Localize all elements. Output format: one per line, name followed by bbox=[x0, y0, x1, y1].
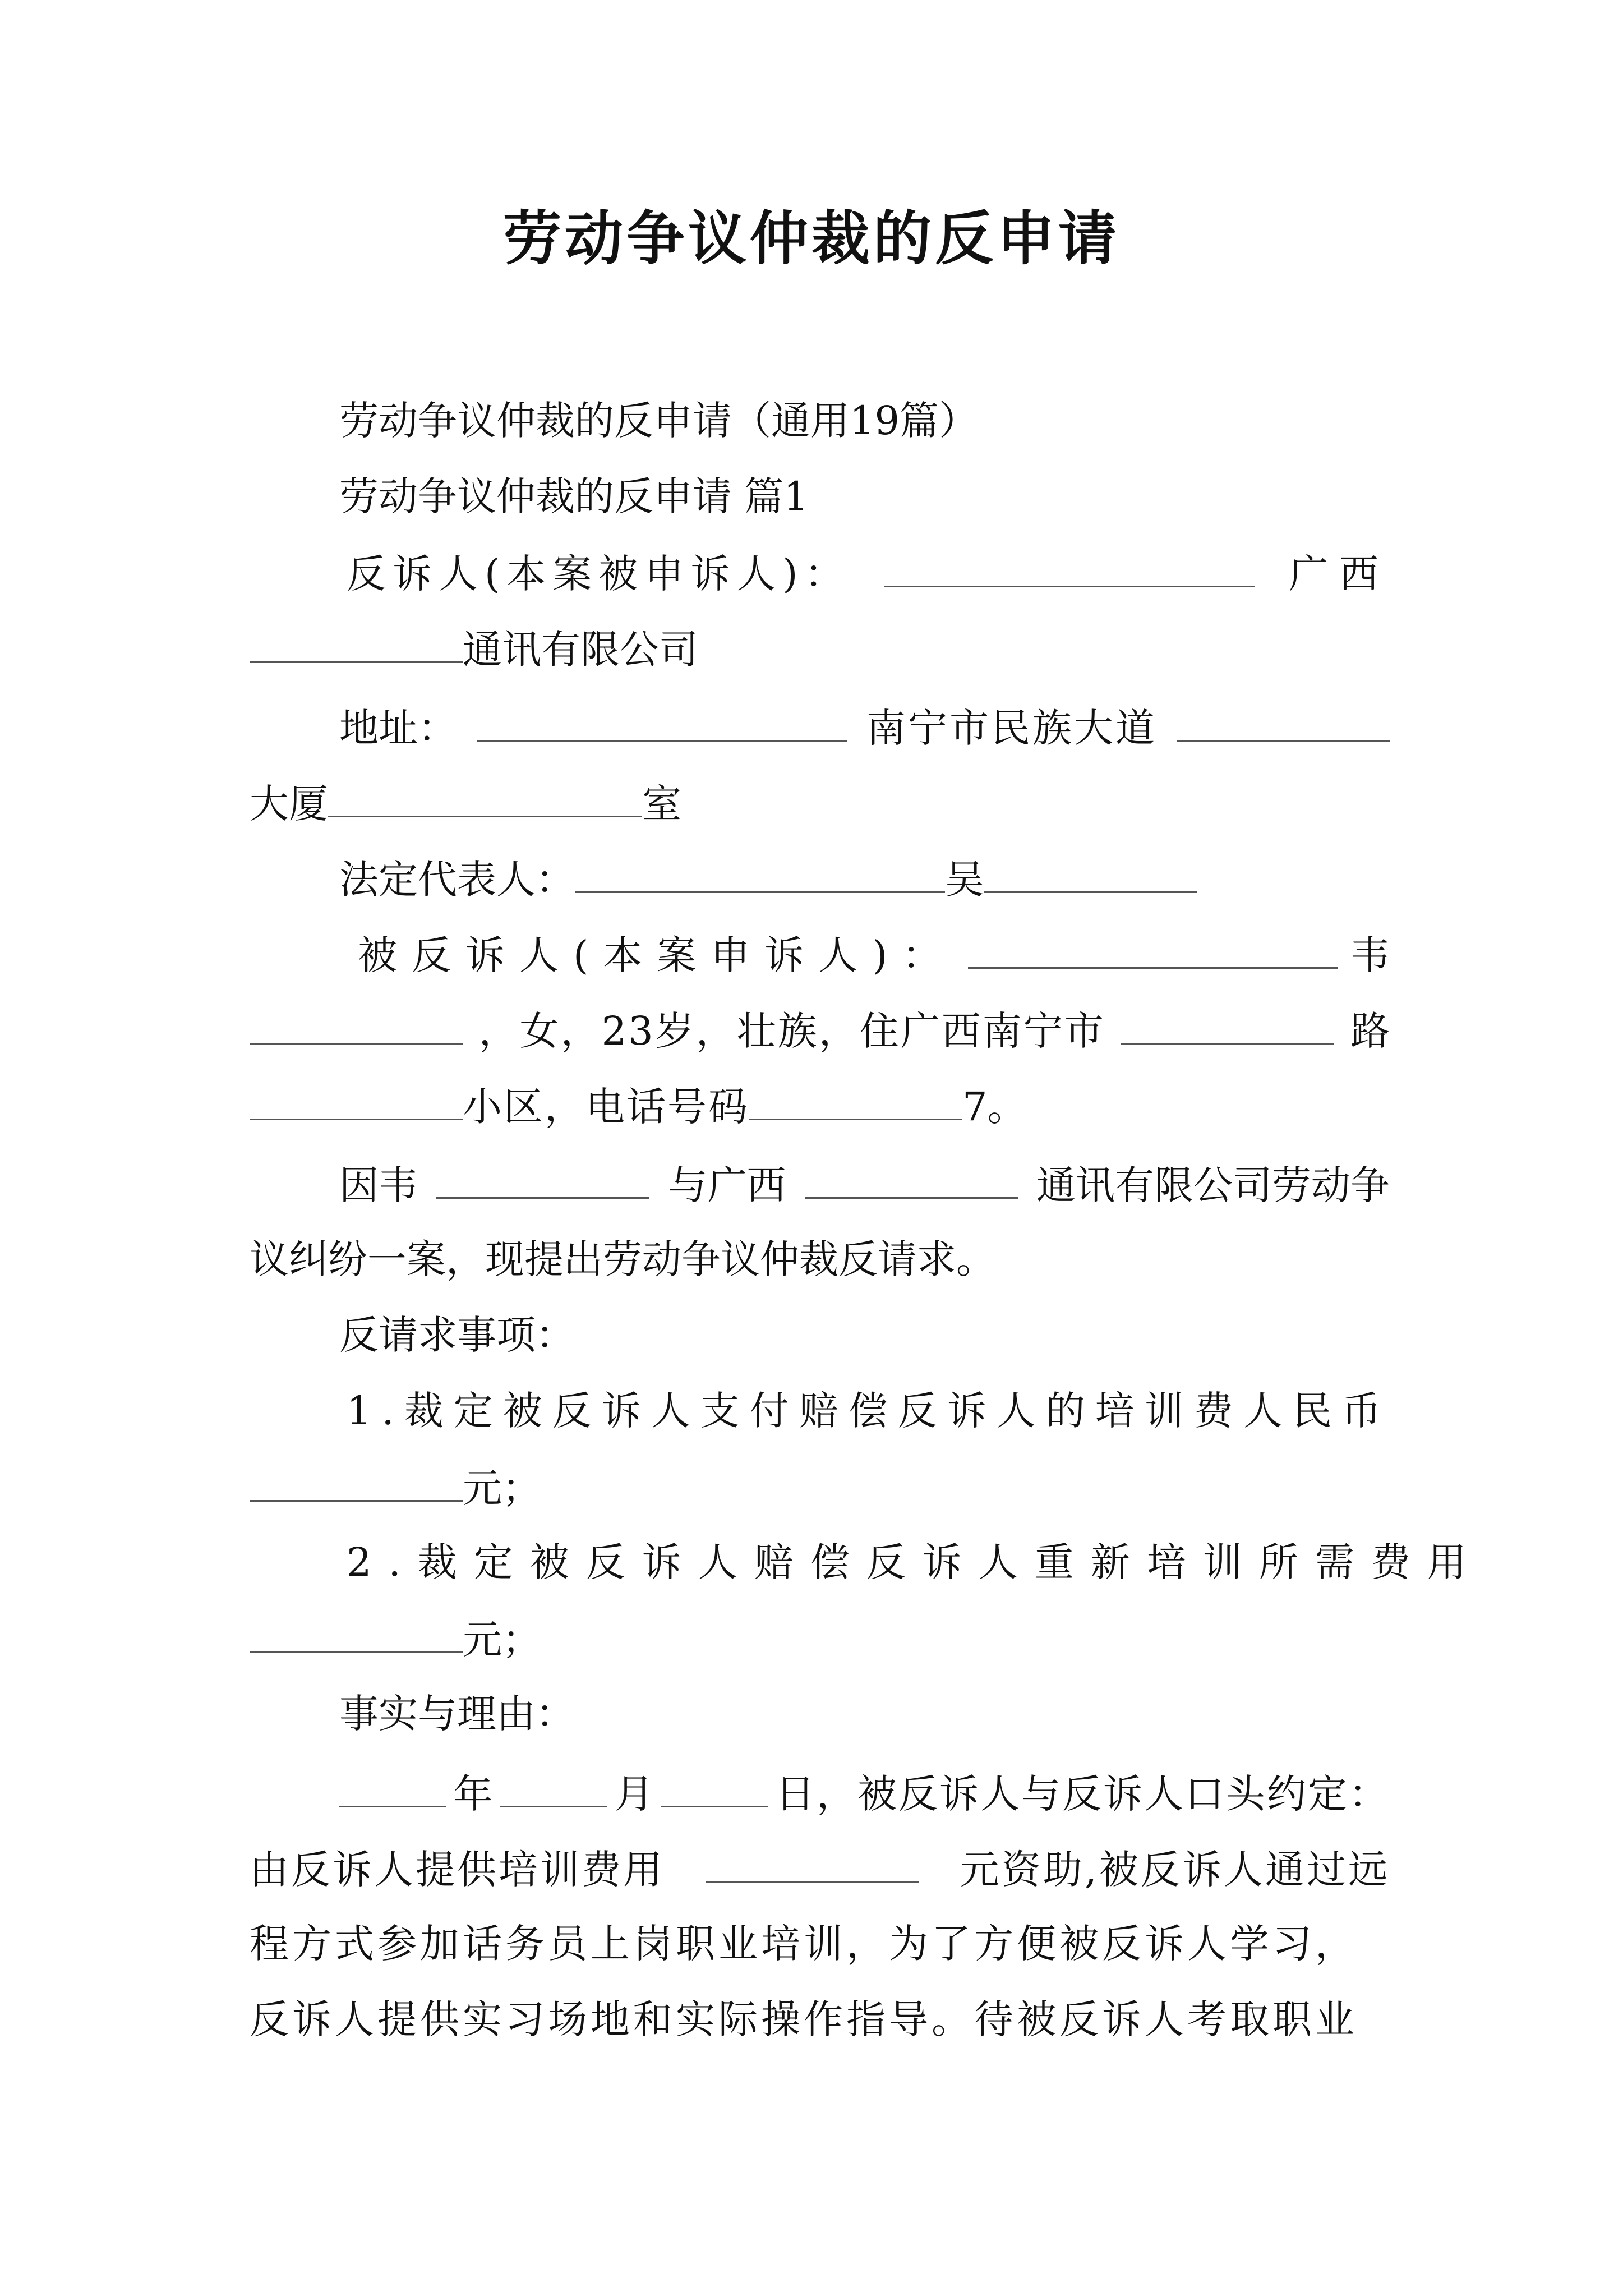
blank-underline bbox=[328, 774, 642, 817]
respondent-name: 韦 bbox=[1350, 932, 1390, 978]
blank-underline bbox=[339, 1764, 446, 1807]
claim-1: 1.裁定被反诉人支付赔偿反诉人的培训费人民币 bbox=[347, 1388, 1391, 1434]
facts-line-1 bbox=[339, 1764, 1390, 1820]
respondent-info: ，女，23岁，壮族，住广西南宁市 bbox=[478, 1008, 1105, 1054]
legal-rep-label: 法定代表人： bbox=[339, 857, 575, 903]
respondent-community: 小区，电话号码 bbox=[463, 1084, 749, 1130]
blank-underline bbox=[984, 850, 1197, 893]
document-subtitle: 劳动争议仲裁的反申请（通用19篇） bbox=[339, 398, 979, 444]
legal-rep-line bbox=[339, 850, 1197, 906]
blank-underline bbox=[250, 1001, 463, 1045]
respondent-line-2 bbox=[250, 1001, 1390, 1057]
address-part3: 室 bbox=[642, 781, 681, 827]
blank-underline bbox=[500, 1764, 607, 1807]
blank-underline bbox=[805, 1156, 1018, 1199]
facts-line2-part2: 元资助,被反诉人通过远 bbox=[960, 1847, 1390, 1893]
address-line-2 bbox=[250, 774, 681, 830]
counterclaimant-line-2 bbox=[250, 620, 698, 676]
respondent-phone-end: 7。 bbox=[962, 1084, 1027, 1130]
blank-underline bbox=[1177, 698, 1390, 742]
facts-label: 事实与理由： bbox=[339, 1691, 575, 1737]
blank-underline bbox=[250, 1610, 463, 1653]
facts-line-2 bbox=[250, 1840, 1390, 1896]
blank-underline bbox=[968, 926, 1338, 969]
cause-line-2: 议纠纷一案，现提出劳动争议仲裁反请求。 bbox=[250, 1236, 995, 1282]
blank-underline bbox=[250, 1458, 463, 1502]
section-heading: 劳动争议仲裁的反申请 篇1 bbox=[339, 473, 809, 519]
facts-line-4: 反诉人提供实习场地和实际操作指导。待被反诉人考取职业 bbox=[250, 1996, 1358, 2042]
respondent-road: 路 bbox=[1350, 1008, 1390, 1054]
blank-underline bbox=[477, 698, 847, 742]
address-label: 地址： bbox=[339, 705, 457, 751]
claim-1-unit: 元； bbox=[463, 1465, 541, 1511]
blank-underline bbox=[575, 850, 945, 893]
cause-line bbox=[339, 1156, 1390, 1212]
claim-2-unit: 元； bbox=[463, 1617, 541, 1663]
facts-month: 月 bbox=[614, 1771, 654, 1817]
facts-day: 日，被反诉人与反诉人口头约定： bbox=[775, 1771, 1390, 1817]
address-line bbox=[339, 698, 1390, 754]
facts-year: 年 bbox=[453, 1771, 493, 1817]
counterclaimant-line bbox=[347, 544, 1390, 600]
respondent-line-3 bbox=[250, 1077, 1027, 1133]
claim-1-amount bbox=[250, 1458, 541, 1515]
blank-underline bbox=[436, 1156, 649, 1199]
blank-underline bbox=[250, 1077, 463, 1120]
cause-part2: 与广西 bbox=[668, 1162, 786, 1208]
counterclaimant-name-part2: 通讯有限公司 bbox=[463, 627, 698, 673]
claim-2-amount bbox=[250, 1610, 541, 1666]
document-title: 劳动争议仲裁的反申请 bbox=[502, 204, 1120, 273]
blank-underline bbox=[1121, 1001, 1334, 1045]
counterclaimant-name-part1: 广西 bbox=[1289, 551, 1390, 597]
respondent-label: 被反诉人(本案申诉人)： bbox=[358, 932, 956, 978]
blank-underline bbox=[706, 1840, 919, 1883]
blank-underline bbox=[661, 1764, 768, 1807]
claims-label: 反请求事项： bbox=[339, 1312, 575, 1358]
address-part2: 大厦 bbox=[250, 781, 328, 827]
facts-line-3: 程方式参加话务员上岗职业培训，为了方便被反诉人学习， bbox=[250, 1921, 1358, 1967]
counterclaimant-label: 反诉人(本案被申诉人)： bbox=[347, 551, 851, 597]
cause-part1: 因韦 bbox=[339, 1162, 418, 1208]
blank-underline bbox=[250, 620, 463, 663]
cause-part3: 通讯有限公司劳动争 bbox=[1036, 1162, 1390, 1208]
respondent-line bbox=[358, 926, 1390, 982]
address-part1: 南宁市民族大道 bbox=[866, 705, 1157, 751]
blank-underline bbox=[884, 544, 1255, 587]
legal-rep-name: 吴 bbox=[945, 857, 984, 903]
facts-line2-part1: 由反诉人提供培训费用 bbox=[250, 1847, 665, 1893]
blank-underline bbox=[749, 1077, 962, 1120]
claim-2: 2.裁定被反诉人赔偿反诉人重新培训所需费用 bbox=[347, 1539, 1483, 1585]
